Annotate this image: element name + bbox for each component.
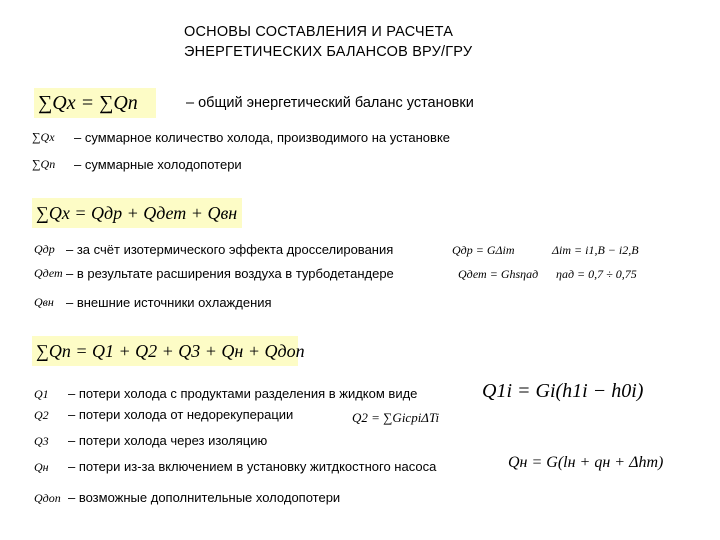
symbol-q-dop: Qдоп: [34, 491, 61, 505]
main-balance-formula: ∑Qх = ∑Qп: [34, 88, 156, 118]
slide-title-line-2: ЭНЕРГЕТИЧЕСКИХ БАЛАНСОВ ВРУ/ГРУ: [184, 44, 473, 60]
symbol-q-n: Qн: [34, 460, 49, 474]
formula-delta-i: Δiт = i1,В − i2,В: [552, 243, 639, 257]
symbol-sum-qx: ∑Qх: [32, 130, 55, 144]
symbol-q2: Q2: [34, 408, 49, 422]
text-q3: – потери холода через изоляцию: [68, 433, 268, 448]
slide-title-line-1: ОСНОВЫ СОСТАВЛЕНИЯ И РАСЧЕТА: [184, 24, 454, 40]
formula-q-det: Qдет = Ghsηад: [458, 267, 539, 281]
text-q-n: – потери из-за включением в установку житдкостного насоса: [68, 459, 437, 474]
text-q1: – потери холода с продуктами разделения в жидком виде: [68, 386, 418, 401]
text-q-dr: – за счёт изотермического эффекта дросселирования: [66, 242, 394, 257]
text-q-det: – в результате расширения воздуха в турбодетандере: [66, 266, 394, 281]
formula-q2: Q2 = ∑GicpiΔTi: [352, 410, 440, 425]
cold-production-formula: ∑Qх = Qдр + Qдет + Qвн: [32, 198, 242, 228]
main-balance-description: – общий энергетический баланс установки: [186, 95, 474, 111]
text-q2: – потери холода от недорекуперации: [68, 407, 294, 422]
cold-losses-formula: ∑Qп = Q1 + Q2 + Q3 + Qн + Qдоп: [32, 336, 298, 366]
formula-eta-ad: ηад = 0,7 ÷ 0,75: [556, 267, 637, 281]
symbol-q-dr: Qдр: [34, 242, 55, 256]
symbol-q-det: Qдет: [34, 266, 63, 280]
formula-q-dr: Qдр = GΔiт: [452, 243, 515, 257]
definition-sum-qx: – суммарное количество холода, производимого на установке: [74, 130, 451, 145]
symbol-q3: Q3: [34, 434, 49, 448]
symbol-sum-qp: ∑Qп: [32, 157, 56, 171]
symbol-q-vn: Qвн: [34, 295, 54, 309]
text-q-dop: – возможные дополнительные холодопотери: [68, 490, 341, 505]
text-q-vn: – внешние источники охлаждения: [66, 295, 272, 310]
formula-q1i: Q1i = Gi(h1i − h0i): [482, 380, 644, 402]
formula-q-n: Qн = G(lн + qн + Δhт): [508, 454, 664, 471]
definition-sum-qp: – суммарные холодопотери: [74, 157, 242, 172]
symbol-q1: Q1: [34, 387, 49, 401]
